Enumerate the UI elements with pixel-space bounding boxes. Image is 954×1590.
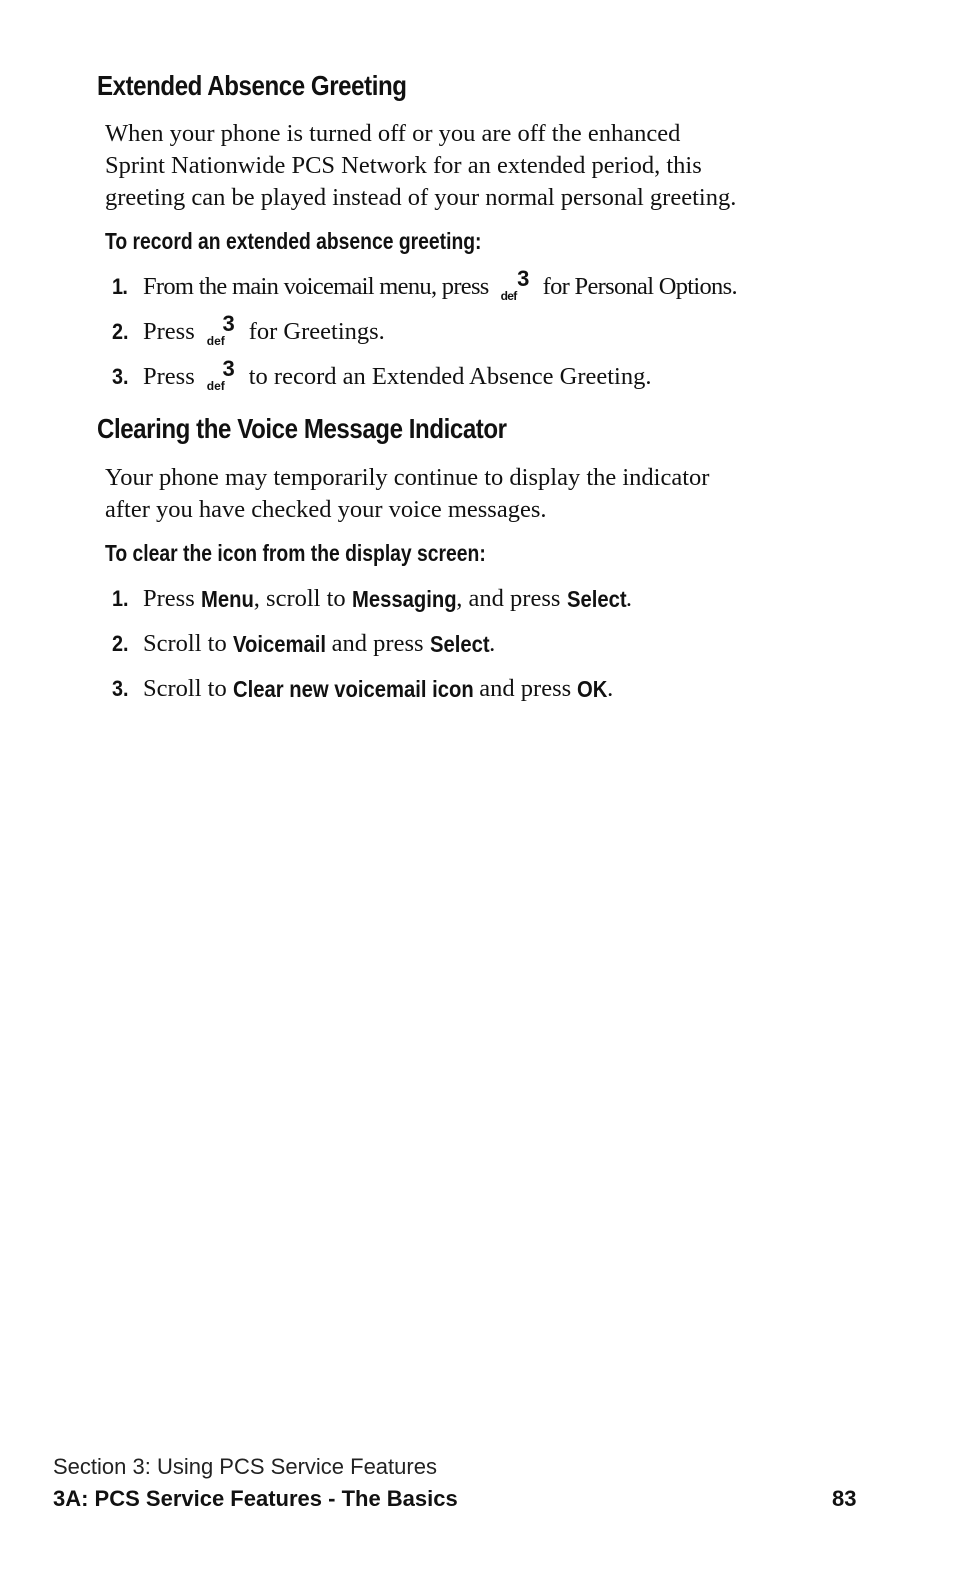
ui-label-messaging: Messaging — [351, 585, 457, 612]
step-text: for Personal Options. — [542, 273, 737, 300]
step-text: , and press — [456, 585, 567, 612]
procedure-heading-clear: To clear the icon from the display screen: — [105, 540, 486, 566]
procedure-heading-record: To record an extended absence greeting: — [105, 228, 482, 254]
step-text: . — [489, 630, 496, 657]
step-text: From the main voicemail menu, press — [143, 273, 489, 300]
step-2-clear — [112, 627, 495, 661]
step-text: Scroll to — [143, 630, 233, 657]
step-number: 1. — [112, 274, 128, 299]
ui-label-voicemail: Voicemail — [232, 630, 326, 657]
intro-line: Your phone may temporarily continue to display the indicator — [105, 464, 710, 491]
ui-label-ok: OK — [577, 675, 608, 702]
intro-line: greeting can be played instead of your normal personal greeting. — [105, 184, 737, 211]
intro-line: after you have checked your voice messages. — [105, 496, 547, 523]
step-text: and press — [473, 675, 578, 702]
step-number: 2. — [112, 319, 129, 344]
step-text: . — [607, 675, 614, 702]
section-heading-extended-absence: Extended Absence Greeting — [97, 70, 407, 101]
step-text: Press — [143, 363, 195, 390]
step-text: Scroll to — [143, 675, 233, 702]
step-1-record — [112, 266, 737, 304]
ui-label-menu: Menu — [200, 585, 254, 612]
step-text: and press — [325, 630, 430, 657]
extended-absence-intro — [105, 118, 825, 214]
footer-section-title: Section 3: Using PCS Service Features — [53, 1454, 437, 1479]
ui-label-select: Select — [566, 585, 627, 612]
key-3-def-icon: 3 def — [500, 266, 529, 303]
step-1-clear — [112, 582, 632, 616]
step-2-record — [112, 311, 385, 349]
step-text: . — [625, 585, 633, 612]
key-3-def-icon: 3 def — [206, 311, 235, 348]
section-heading-clearing-indicator: Clearing the Voice Message Indicator — [97, 413, 507, 444]
step-text: , scroll to — [253, 585, 352, 612]
step-text: Press — [143, 585, 201, 612]
intro-line: Sprint Nationwide PCS Network for an extended period, this — [105, 152, 702, 179]
footer-chapter-title: 3A: PCS Service Features - The Basics — [53, 1486, 458, 1511]
step-text: Press — [143, 318, 195, 345]
step-number: 2. — [112, 631, 129, 656]
clearing-indicator-intro — [105, 462, 825, 526]
step-number: 3. — [112, 364, 129, 389]
step-text: for Greetings. — [248, 318, 385, 345]
intro-line: When your phone is turned off or you are off the enhanced — [105, 120, 681, 147]
key-3-def-icon: 3 def — [206, 356, 235, 393]
step-3-record — [112, 356, 652, 394]
step-number: 3. — [112, 676, 129, 701]
ui-label-select: Select — [429, 630, 490, 657]
ui-label-clear-new-voicemail-icon: Clear new voicemail icon — [232, 675, 474, 702]
step-text: to record an Extended Absence Greeting. — [248, 363, 652, 390]
step-3-clear — [112, 672, 613, 706]
step-number: 1. — [112, 586, 129, 611]
page-number: 83 — [832, 1486, 857, 1511]
